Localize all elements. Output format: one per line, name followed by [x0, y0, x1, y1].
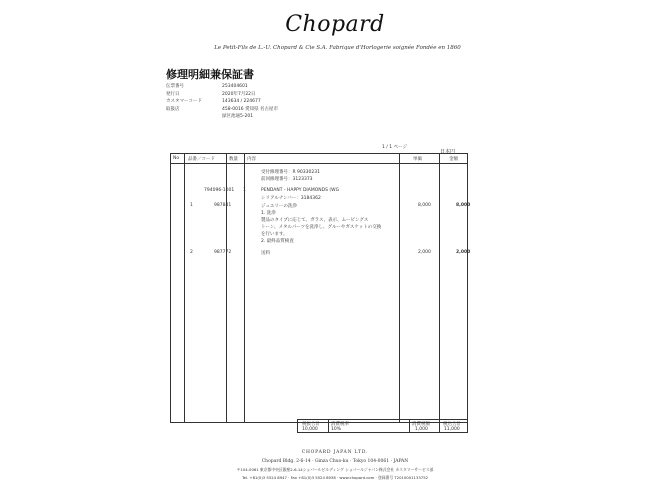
meta-label: 伝票番号 — [166, 84, 184, 89]
column-divider — [328, 420, 329, 432]
row-1-desc-line: 2. 最終品質検査 — [261, 239, 294, 244]
column-divider — [184, 154, 185, 422]
total-value: 11,000 — [444, 427, 460, 432]
item-qty: 1 — [243, 188, 246, 193]
meta-value: 143634 / 224677 — [222, 99, 261, 104]
header-code: 品番／コード — [188, 157, 215, 162]
meta-row-slip-number — [166, 83, 278, 91]
header-description: 内容 — [247, 157, 256, 162]
row-2-amount: 2,000 — [456, 250, 471, 255]
column-divider — [409, 420, 410, 432]
row-2-desc-line: 送料 — [261, 251, 270, 256]
row-1-desc-line: 製品のタイプに応じて、ガラス、表示、ムービングス — [261, 218, 369, 223]
meta-row-issue-date — [166, 91, 278, 99]
note-previous-repair-number: 前回修理番号：3123373 — [261, 177, 313, 182]
row-1-desc-line: 1. 洗浄 — [261, 211, 276, 216]
footer-company-name: CHOPARD JAPAN LTD. — [301, 450, 369, 455]
row-1-no: 1 — [190, 203, 193, 208]
meta-row-store — [166, 106, 278, 114]
meta-row-store-address — [166, 113, 278, 121]
meta-label: カスタマーコード — [166, 99, 202, 104]
subtotal-value: 10,000 — [302, 427, 318, 432]
page-number: 1 / 1 ページ — [382, 145, 407, 150]
row-2-no: 2 — [190, 250, 193, 255]
brand-logo: Chopard — [285, 12, 385, 37]
totals-box — [297, 419, 468, 433]
brand-tagline: Le Petit-Fils de L.-U. Chopard & Cie S.A. Fabrique d'Horlogerie soignée Fondée en 1860 — [214, 45, 461, 51]
column-divider — [439, 420, 440, 432]
meta-label: 取扱店 — [166, 106, 180, 112]
item-code: 794096-1001 — [204, 188, 235, 193]
table-header-row — [171, 154, 467, 164]
header-qty: 数量 — [229, 157, 238, 162]
meta-row-customer-code — [166, 98, 278, 106]
item-serial: シリアルナンバー：3184362 — [261, 196, 321, 201]
item-description: PENDANT - HAPPY DIAMONDS (WG — [261, 188, 340, 193]
document-meta — [166, 83, 278, 121]
row-2-code: 987772 — [214, 250, 232, 255]
column-divider — [226, 154, 227, 422]
meta-label: 発行日 — [166, 91, 180, 97]
footer-address-jp: 〒104-0061 東京都中央区銀座2-6-14ショパールビルディング ショパールジャパン株式会社 カスタマーサービス部 — [236, 467, 434, 472]
footer-address-en: Chopard Bldg. 2-6-14 · Ginza Chuo-ku · Tokyo 104-0061 · JAPAN — [261, 459, 409, 464]
note-repair-number: 受付修理番号：R 90330231 — [261, 170, 320, 175]
total-label: 税込合計 — [443, 422, 461, 427]
meta-label — [166, 113, 222, 121]
header-unit-price: 単価 — [413, 157, 422, 162]
tax-rate-value: 10% — [331, 427, 342, 432]
column-divider — [244, 154, 245, 422]
meta-value: 2020年7月22日 — [222, 91, 256, 97]
meta-value: 緑区池通5-201 — [222, 114, 254, 119]
column-divider — [399, 154, 400, 422]
repair-detail-table — [170, 153, 471, 423]
tax-rate-label: 消費税率 — [331, 422, 349, 427]
document-title: 修理明細兼保証書 — [166, 68, 254, 81]
currency-label: 日本円 — [440, 149, 456, 155]
row-1-desc-line: ジュエリーの洗浄 — [261, 204, 297, 209]
tax-amount-value: 1,000 — [415, 427, 428, 432]
tax-amount-label: 消費税額 — [412, 422, 430, 427]
row-1-unit-price: 8,000 — [418, 203, 431, 208]
company-footer — [165, 450, 505, 481]
header-amount: 金額 — [449, 157, 458, 162]
row-1-desc-line: を行います。 — [261, 232, 288, 237]
column-divider — [439, 154, 440, 422]
header-no: No — [173, 156, 180, 161]
row-1-desc-line: トーン、メタルパーツを洗浄し、グルーやガスケットの交換 — [261, 225, 382, 230]
meta-value: 253404601 — [222, 84, 248, 89]
row-2-unit-price: 2,000 — [418, 250, 431, 255]
subtotal-label: 税抜合計 — [302, 422, 320, 427]
row-1-code: 987841 — [214, 203, 232, 208]
footer-contact: Tel. +81(0)3 5524 8947 · Fax +81(0)3 5524 8938 · www.chopard.com · 登録番号 T2010001133752 — [241, 475, 429, 480]
meta-value: 458-0016 愛知県 名古屋市 — [222, 106, 279, 112]
row-1-amount: 8,000 — [456, 203, 471, 208]
